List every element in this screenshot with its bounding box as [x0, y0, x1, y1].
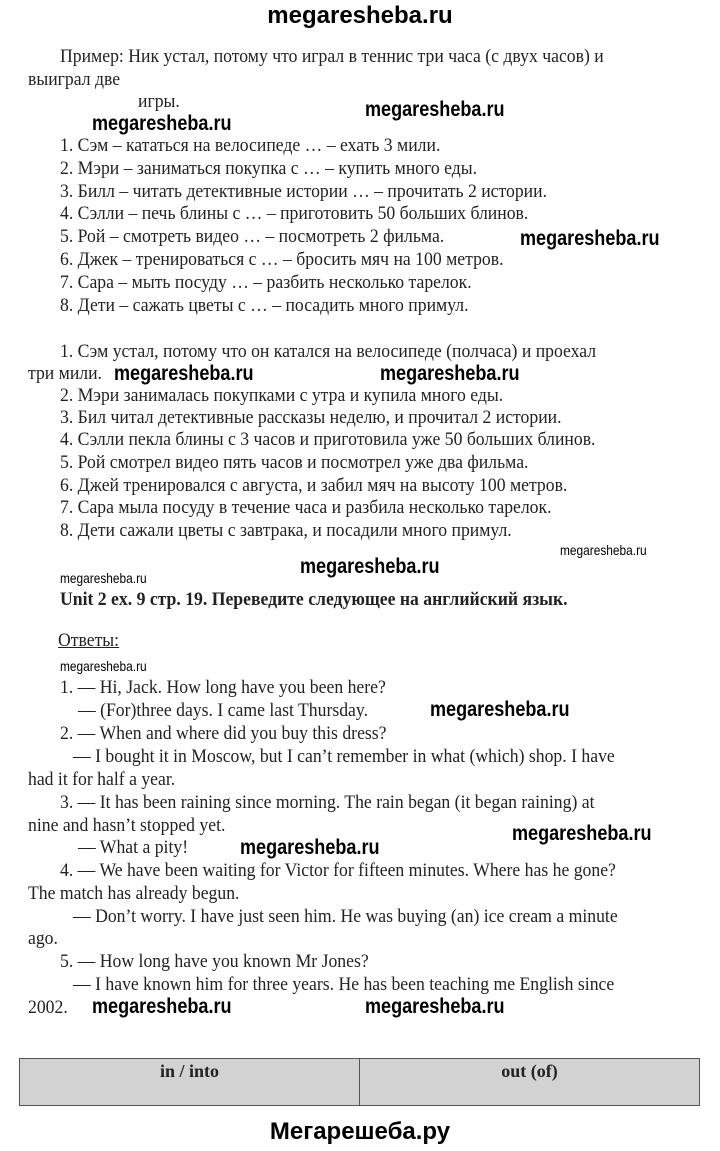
answer-en-line: — I bought it in Moscow, but I can’t remember in what (which) shop. I have	[73, 746, 615, 767]
answer-en-line: — I have known him for three years. He has been teaching me English since	[73, 974, 615, 995]
watermark: megaresheba.ru	[114, 362, 254, 385]
watermark: megaresheba.ru	[365, 995, 505, 1018]
table-header-out-of: out (of)	[360, 1059, 700, 1106]
answer-en-line: — What a pity!	[78, 837, 189, 858]
answer-ru-item: 4. Сэлли пекла блины с 3 часов и приготовила уже 50 больших блинов.	[60, 429, 596, 450]
prompt-item: 8. Дети – сажать цветы с … – посадить много примул.	[60, 295, 469, 316]
answer-en-line: 4. — We have been waiting for Victor for fifteen minutes. Where has he gone?	[60, 860, 616, 881]
answer-ru-item: 5. Рой смотрел видео пять часов и посмотрел уже два фильма.	[60, 452, 529, 473]
prompt-item: 1. Сэм – кататься на велосипеде … – ехать 3 мили.	[60, 135, 441, 156]
site-header: megaresheba.ru	[267, 2, 453, 29]
answer-en-line: ago.	[28, 928, 58, 949]
prompt-item: 3. Билл – читать детективные истории … – прочитать 2 истории.	[60, 181, 548, 202]
answer-ru-item: три мили.	[28, 363, 102, 384]
prompt-item: 2. Мэри – заниматься покупка с … – купить много еды.	[60, 158, 478, 179]
answer-en-line: — Don’t worry. I have just seen him. He was buying (an) ice cream a minute	[73, 906, 618, 927]
watermark-small: megaresheba.ru	[60, 658, 147, 674]
answer-ru-item: 3. Бил читал детективные рассказы неделю, и прочитал 2 истории.	[60, 407, 562, 428]
prepositions-table	[19, 1058, 700, 1106]
answer-ru-item: 6. Джей тренировался с августа, и забил мяч на высоту 100 метров.	[60, 475, 568, 496]
task-heading: Unit 2 ex. 9 стр. 19. Переведите следующее на английский язык.	[60, 589, 568, 610]
answer-en-line: — (For)three days. I came last Thursday.	[78, 700, 369, 721]
watermark: megaresheba.ru	[380, 362, 520, 385]
answer-en-line: 2002.	[28, 997, 68, 1018]
answer-en-line: 5. — How long have you known Mr Jones?	[60, 951, 369, 972]
answer-en-line: had it for half a year.	[28, 769, 176, 790]
answer-en-line: 3. — It has been raining since morning. The rain began (it began raining) at	[60, 792, 595, 813]
prompt-item: 6. Джек – тренироваться с … – бросить мяч на 100 метров.	[60, 249, 504, 270]
site-footer: Мегарешеба.ру	[269, 1118, 451, 1145]
example-text: выиграл две	[28, 69, 121, 90]
table-header-in-into: in / into	[20, 1059, 360, 1106]
answer-en-line: The match has already begun.	[28, 883, 240, 904]
answer-ru-item: 1. Сэм устал, потому что он катался на велосипеде (полчаса) и проехал	[60, 341, 597, 362]
watermark: megaresheba.ru	[430, 698, 570, 721]
answer-en-line: nine and hasn’t stopped yet.	[28, 815, 226, 836]
watermark-small: megaresheba.ru	[560, 542, 647, 558]
prompt-item: 7. Сара – мыть посуду … – разбить несколько тарелок.	[60, 272, 472, 293]
prompt-item: 4. Сэлли – печь блины с … – приготовить 50 больших блинов.	[60, 203, 529, 224]
watermark: megaresheba.ru	[512, 822, 652, 845]
watermark: megaresheba.ru	[92, 112, 232, 135]
watermark-small: megaresheba.ru	[60, 570, 147, 586]
answers-label: Ответы:	[58, 630, 120, 651]
answer-ru-item: 7. Сара мыла посуду в течение часа и разбила несколько тарелок.	[60, 497, 552, 518]
watermark: megaresheba.ru	[520, 227, 660, 250]
answer-ru-item: 8. Дети сажали цветы с завтрака, и посадили много примул.	[60, 520, 512, 541]
answer-en-line: 2. — When and where did you buy this dress?	[60, 723, 387, 744]
answer-en-line: 1. — Hi, Jack. How long have you been here?	[60, 677, 386, 698]
example-text: Пример: Ник устал, потому что играл в теннис три часа (с двух часов) и	[60, 46, 604, 67]
answer-ru-item: 2. Мэри занималась покупками с утра и купила много еды.	[60, 385, 504, 406]
watermark: megaresheba.ru	[240, 836, 380, 859]
watermark: megaresheba.ru	[92, 995, 232, 1018]
example-text: игры.	[138, 91, 180, 112]
watermark: megaresheba.ru	[365, 98, 505, 121]
prompt-item: 5. Рой – смотреть видео … – посмотреть 2 фильма.	[60, 226, 445, 247]
watermark: megaresheba.ru	[300, 555, 440, 578]
